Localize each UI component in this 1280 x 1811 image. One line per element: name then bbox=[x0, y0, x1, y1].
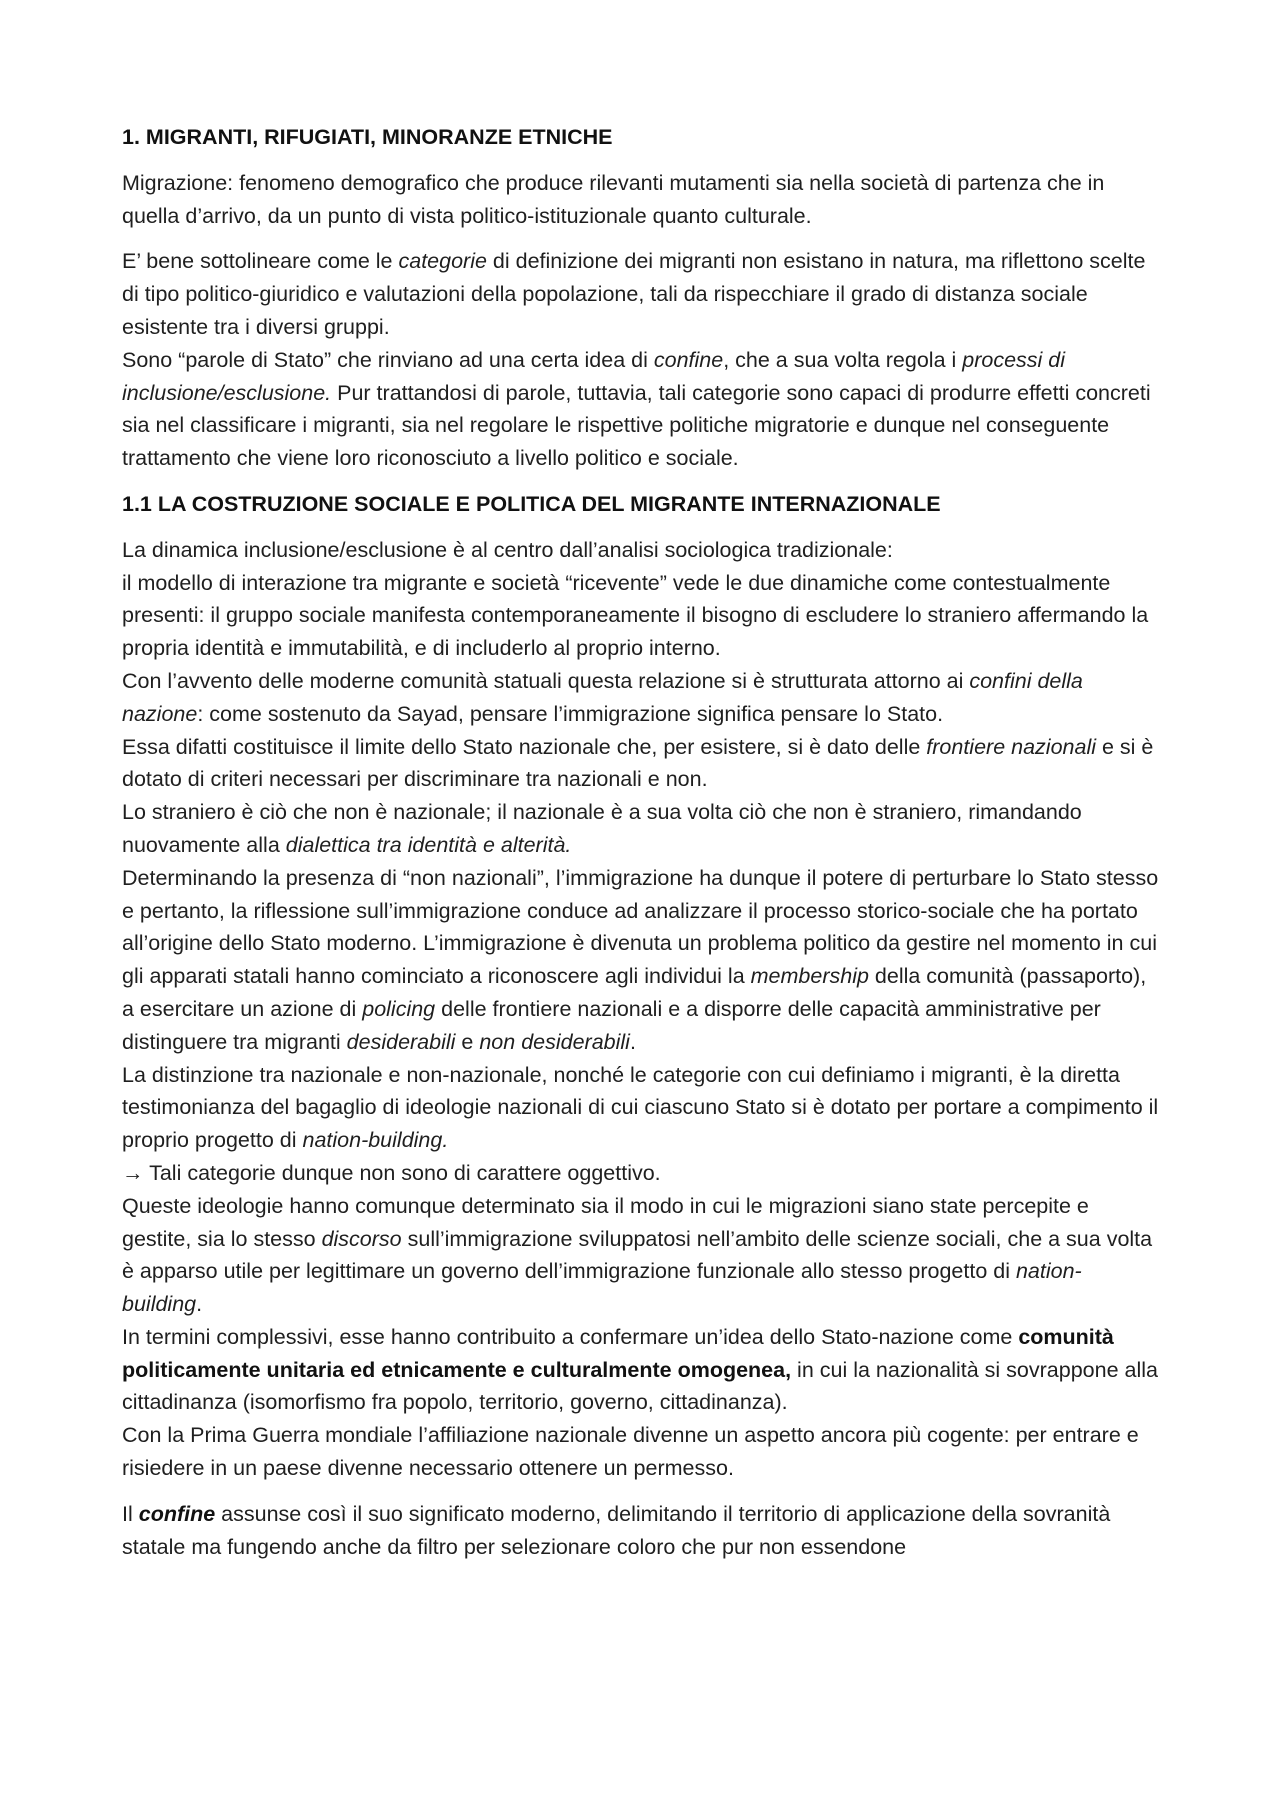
text-run: In termini complessivi, esse hanno contribuito a confermare un’idea dello Stato-nazione come bbox=[122, 1324, 1019, 1349]
text-line bbox=[122, 731, 1160, 797]
subsection-heading: 1.1 LA COSTRUZIONE SOCIALE E POLITICA DEL MIGRANTE INTERNAZIONALE bbox=[122, 491, 941, 516]
text-run: Con l’avvento delle moderne comunità statuali questa relazione si è strutturata attorno ai bbox=[122, 668, 970, 693]
italic-term-non-desiderabili: non desiderabili bbox=[479, 1029, 630, 1054]
italic-term-dialettica: dialettica tra identità e alterità. bbox=[285, 832, 572, 857]
italic-term-processi: processi di inclusione/esclusione. bbox=[122, 347, 1066, 405]
text-run: e si è dotato di criteri necessari per discriminare tra nazionali e non. bbox=[122, 734, 1154, 792]
italic-term-confine: confine bbox=[653, 347, 724, 372]
arrow-note: → Tali categorie dunque non sono di carattere oggettivo. bbox=[122, 1160, 661, 1185]
paragraph-social-construction bbox=[122, 534, 1160, 1485]
text-run: Pur trattandosi di parole, tuttavia, tali categorie sono capaci di produrre effetti concreti sia nel classificare i migranti, sia nel regolare le rispettive politiche migratorie e dunque nel conseguente trattamento che viene loro riconosciuto a livello politico e sociale. bbox=[122, 380, 1151, 471]
text-line: Con la Prima Guerra mondiale l’affiliazione nazionale divenne un aspetto ancora più cogente: per entrare e risiedere in un paese divenne necessario ottenere un permesso. bbox=[122, 1423, 1139, 1481]
italic-term-frontiere: frontiere nazionali bbox=[926, 734, 1096, 759]
text-run: Sono “parole di Stato” che rinviano ad una certa idea di bbox=[122, 347, 654, 372]
text-run: assunse così il suo significato moderno, delimitando il territorio di applicazione della sovranità statale ma fungendo anche da filtro per selezionare coloro che pur non essendone bbox=[122, 1501, 1111, 1559]
section-heading: 1. MIGRANTI, RIFUGIATI, MINORANZE ETNICHE bbox=[122, 125, 613, 149]
text-run: in cui la nazionalità si sovrappone alla cittadinanza (isomorfismo fra popolo, territorio, governo, cittadinanza). bbox=[122, 1357, 1158, 1415]
italic-term-categorie: categorie bbox=[398, 249, 487, 274]
text-run: . bbox=[196, 1292, 203, 1317]
text-run: Queste ideologie hanno comunque determinato sia il modo in cui le migrazioni siano state percepite e gestite, sia lo stesso bbox=[122, 1193, 1089, 1251]
text-run: Lo straniero è ciò che non è nazionale; il nazionale è a sua volta ciò che non è straniero, rimandando nuovamente alla bbox=[122, 800, 1082, 857]
text-run: sull’immigrazione sviluppatosi nell’ambito delle scienze sociali, che a sua volta è apparso utile per legittimare un governo dell’immigrazione funzionale allo stesso progetto di bbox=[122, 1226, 1153, 1284]
text-line bbox=[122, 665, 1160, 731]
italic-term-desiderabili: desiderabili bbox=[346, 1029, 456, 1054]
text-run: . bbox=[629, 1029, 636, 1054]
paragraph-migration-definition bbox=[122, 167, 1160, 233]
italic-term-membership: membership bbox=[750, 964, 869, 989]
bold-italic-term-confine bbox=[139, 1502, 215, 1526]
italic-term-nation-building: nation-building. bbox=[302, 1128, 449, 1153]
text-run: , che a sua volta regola i bbox=[723, 347, 963, 372]
text-line: il modello di interazione tra migrante e società “ricevente” vede le due dinamiche come contestualmente presenti: il gruppo sociale manifesta contemporaneamente il bisogno di escludere lo straniero affermando la propria identità e immutabilità, e di includerlo al proprio interno. bbox=[122, 570, 1149, 661]
text-line bbox=[122, 1321, 1160, 1419]
text-run: Essa difatti costituisce il limite dello Stato nazionale che, per esistere, si è dato delle bbox=[122, 734, 927, 759]
text-run: di definizione dei migranti non esistano in natura, ma riflettono scelte di tipo politico-giuridico e valutazioni della popolazione, tali da rispecchiare il grado di distanza sociale esistente tra i diversi gruppi. bbox=[122, 249, 1146, 339]
text-run: della comunità (passaporto), a esercitare un azione di bbox=[122, 964, 1147, 1021]
text-run: Migrazione: fenomeno demografico che produce rilevanti mutamenti sia nella società di partenza che in quella d’arrivo, da un punto di vista politico-istituzionale quanto culturale. bbox=[122, 170, 1105, 228]
paragraph-categories bbox=[122, 245, 1160, 475]
italic-term-confini-nazione: confini della nazione bbox=[122, 668, 1083, 726]
text-run: delle frontiere nazionali e a disporre delle capacità amministrative per distinguere tra migranti bbox=[122, 996, 1101, 1054]
text-line bbox=[122, 862, 1160, 1059]
italic-term-discorso: discorso bbox=[321, 1226, 402, 1251]
italic-term-confine-strong: confine bbox=[138, 1501, 216, 1526]
italic-term-policing: policing bbox=[362, 996, 436, 1021]
text-line bbox=[122, 796, 1160, 862]
text-run: : come sostenuto da Sayad, pensare l’immigrazione significa pensare lo Stato. bbox=[197, 701, 944, 726]
text-line bbox=[122, 1059, 1160, 1157]
text-run: E’ bene sottolineare come le bbox=[122, 249, 399, 274]
text-line: La dinamica inclusione/esclusione è al centro dall’analisi sociologica tradizionale: bbox=[122, 537, 893, 562]
italic-term-nation-building: nation-building bbox=[122, 1259, 1082, 1317]
paragraph-confine bbox=[122, 1498, 1160, 1564]
text-run: Determinando la presenza di “non nazionali”, l’immigrazione ha dunque il potere di perturbare lo Stato stesso e pertanto, la riflessione sull’immigrazione conduce ad analizzare il processo storico-sociale che ha portato all’origine dello Stato moderno. L’immigrazione è divenuta un problema politico da gestire nel momento in cui gli apparati statali hanno cominciato a riconoscere agli individui la bbox=[122, 865, 1159, 989]
bold-phrase: comunità politicamente unitaria ed etnicamente e culturalmente omogenea, bbox=[122, 1324, 1114, 1382]
text-run: Il bbox=[122, 1501, 139, 1526]
text-line bbox=[122, 1190, 1160, 1321]
text-run: La distinzione tra nazionale e non-nazionale, nonché le categorie con cui definiamo i migranti, è la diretta testimonianza del bagaglio di ideologie nazionali di cui ciascuno Stato si è dotato per portare a compimento il proprio progetto di bbox=[122, 1062, 1159, 1153]
text-run: e bbox=[455, 1029, 480, 1054]
